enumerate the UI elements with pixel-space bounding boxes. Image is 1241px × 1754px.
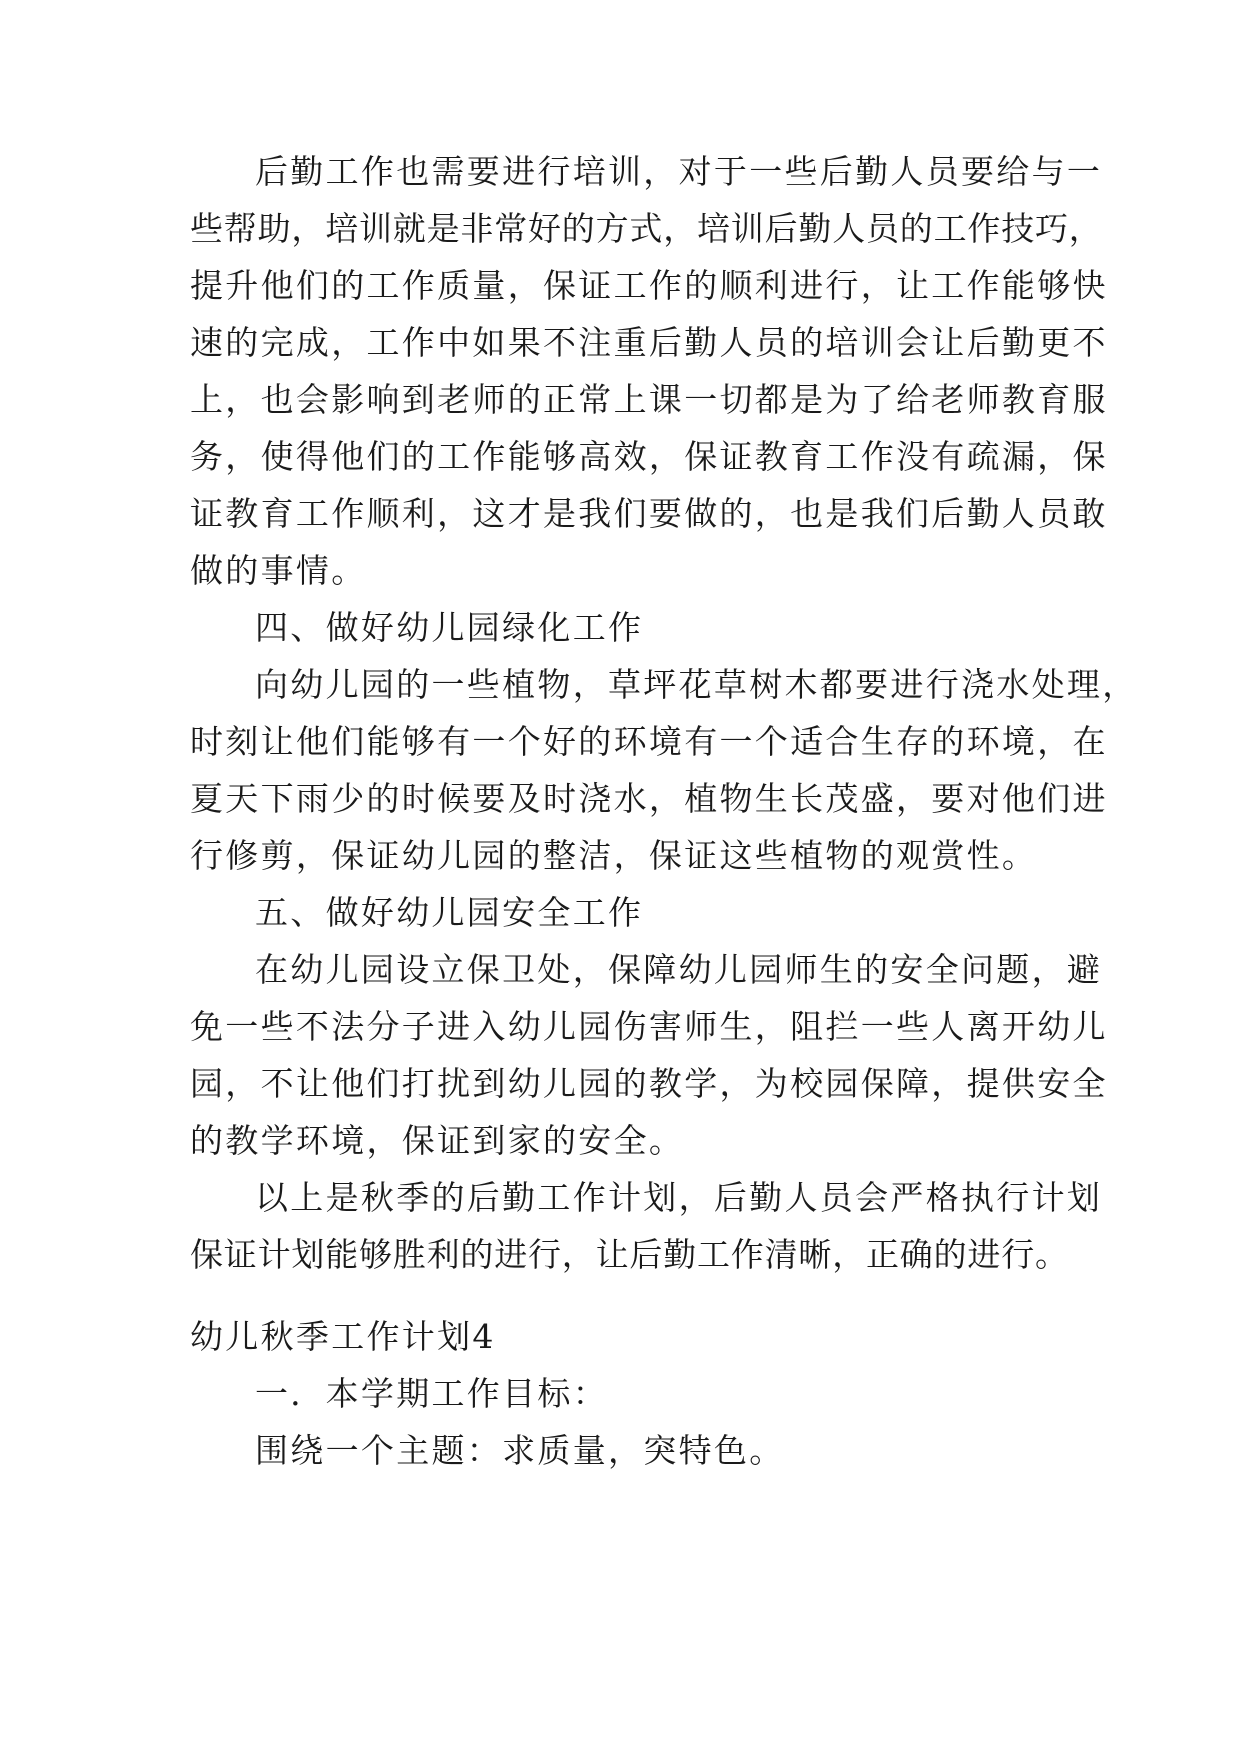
paragraph-logistics-training-line-8: 做的事情。 <box>190 551 367 590</box>
paragraph-greening-line-2: 时刻让他们能够有一个好的环境有一个适合生存的环境，在 <box>190 722 1108 761</box>
paragraph-greening-line-4: 行修剪，保证幼儿园的整洁，保证这些植物的观赏性。 <box>190 836 1038 875</box>
paragraph-greening-line-1: 向幼儿园的一些植物，草坪花草树木都要进行浇水处理， <box>255 665 1138 704</box>
paragraph-summary-line-2: 保证计划能够胜利的进行，让后勤工作清晰，正确的进行。 <box>190 1235 1069 1274</box>
paragraph-safety-line-1: 在幼儿园设立保卫处，保障幼儿园师生的安全问题，避 <box>255 950 1103 989</box>
plan-title-4: 幼儿秋季工作计划4 <box>190 1317 496 1356</box>
section-heading-safety: 五、做好幼儿园安全工作 <box>255 893 644 932</box>
section-heading-goals: 一．本学期工作目标： <box>255 1374 608 1413</box>
paragraph-logistics-training-line-2: 些帮助，培训就是非常好的方式，培训后勤人员的工作技巧， <box>190 209 1103 248</box>
paragraph-logistics-training-line-4: 速的完成，工作中如果不注重后勤人员的培训会让后勤更不 <box>190 323 1108 362</box>
paragraph-greening-line-3: 夏天下雨少的时候要及时浇水，植物生长茂盛，要对他们进 <box>190 779 1108 818</box>
paragraph-logistics-training-line-5: 上，也会影响到老师的正常上课一切都是为了给老师教育服 <box>190 380 1108 419</box>
paragraph-logistics-training-line-1: 后勤工作也需要进行培训，对于一些后勤人员要给与一 <box>255 152 1103 191</box>
paragraph-safety-line-4: 的教学环境，保证到家的安全。 <box>190 1121 685 1160</box>
paragraph-logistics-training-line-3: 提升他们的工作质量，保证工作的顺利进行，让工作能够快 <box>190 266 1108 305</box>
section-heading-greening: 四、做好幼儿园绿化工作 <box>255 608 644 647</box>
paragraph-safety-line-3: 园，不让他们打扰到幼儿园的教学，为校园保障，提供安全 <box>190 1064 1108 1103</box>
paragraph-safety-line-2: 免一些不法分子进入幼儿园伤害师生，阻拦一些人离开幼儿 <box>190 1007 1108 1046</box>
paragraph-summary-line-1: 以上是秋季的后勤工作计划，后勤人员会严格执行计划 <box>255 1178 1103 1217</box>
paragraph-logistics-training-line-7: 证教育工作顺利，这才是我们要做的，也是我们后勤人员敢 <box>190 494 1108 533</box>
paragraph-goals-line-1: 围绕一个主题：求质量，突特色。 <box>255 1431 785 1470</box>
paragraph-logistics-training-line-6: 务，使得他们的工作能够高效，保证教育工作没有疏漏，保 <box>190 437 1108 476</box>
